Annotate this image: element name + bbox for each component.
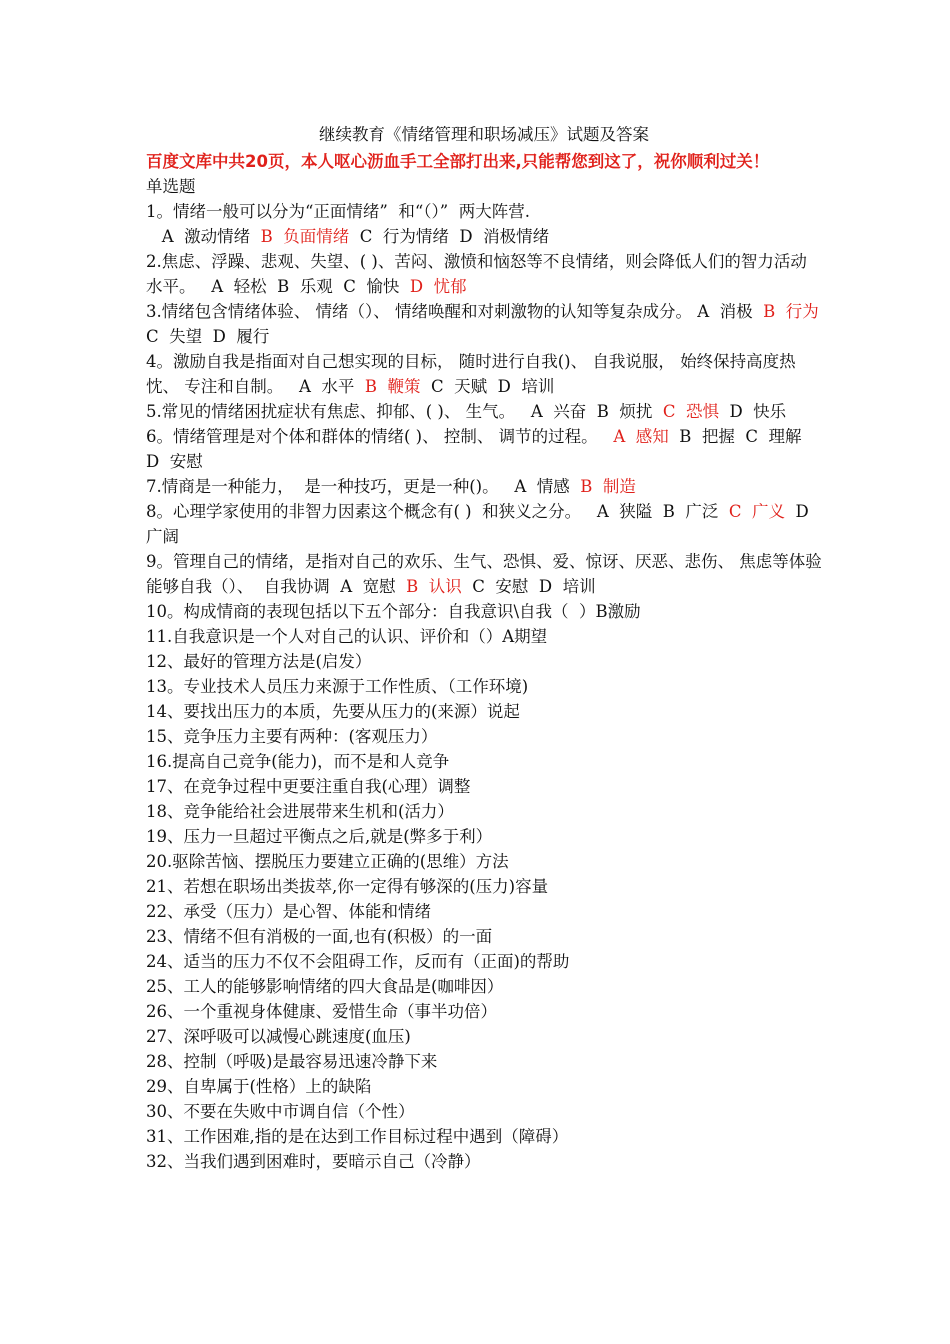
list-item: 22、承受（压力）是心智、体能和情绪 [146,902,431,921]
answer-text: C 广义 [728,502,785,521]
list-item: 26、一个重视身体健康、爱惜生命（事半功倍） [146,1002,497,1021]
question-2: 2.焦虑、浮躁、悲观、失望、( )、苦闷、激愤和恼怒等不良情绪，则会降低人们的智力活动水平。 A 轻松 B 乐观 C 愉快 D 忧郁 [146,252,807,296]
list-item: 24、适当的压力不仅不会阻碍工作，反而有（正面)的帮助 [146,952,570,971]
question-3: 3.情绪包含情绪体验、 情绪（）、 情绪唤醒和对刺激物的认知等复杂成分。 A 消极 B 行为 C 失望 D 履行 [146,302,830,346]
answer-text: D 忧郁 [409,277,467,296]
question-7: 7.情商是一种能力， 是一种技巧，更是一种()。 A 情感 B 制造 [146,477,636,496]
document-title: 继续教育《情绪管理和职场减压》试题及答案 [319,125,649,144]
answer-text: B 负面情绪 [260,227,350,246]
answer-text: B 制造 [580,477,636,496]
list-item: 15、竞争压力主要有两种：(客观压力） [146,727,438,746]
list-item: 21、若想在职场出类拔萃,你一定得有够深的(压力)容量 [146,877,549,896]
question-1: 1。情绪一般可以分为“正面情绪” 和“（）” 两大阵营. A 激动情绪 B 负面情绪 C 行为情绪 D 消极情绪 [146,202,550,246]
list-item: 23、情绪不但有消极的一面,也有(积极）的一面 [146,927,493,946]
list-item: 10。构成情商的表现包括以下五个部分：自我意识\自我（ ）B激励 [146,602,641,621]
question-9: 9。管理自己的情绪，是指对自己的欢乐、生气、恐惧、爱、惊讶、厌恶、悲伤、 焦虑等体验能够自我（）、 自我协调 A 宽慰 B 认识 C 安慰 D 培训 [146,552,822,596]
list-item: 12、最好的管理方法是(启发） [146,652,372,671]
list-item: 30、不要在失败中市调自信（个性） [146,1102,415,1121]
list-item: 25、工人的能够影响情绪的四大食品是(咖啡因） [146,977,504,996]
list-item: 31、工作困难,指的是在达到工作目标过程中遇到（障碍） [146,1127,569,1146]
answer-text: C 恐惧 [662,402,719,421]
question-5: 5.常见的情绪困扰症状有焦虑、抑郁、( )、 生气。 A 兴奋 B 烦扰 C 恐惧 D 快乐 [146,402,787,421]
list-item: 20.驱除苦恼、摆脱压力要建立正确的(思维）方法 [146,852,509,871]
document-page [146,122,830,1174]
list-item: 11.自我意识是一个人对自己的认识、评价和（）A期望 [146,627,548,646]
question-6: 6。情绪管理是对个体和群体的情绪( )、 控制、 调节的过程。 A 感知 B 把握 C 理解 D 安慰 [146,427,812,471]
list-item: 17、在竞争过程中更要注重自我(心理）调整 [146,777,471,796]
list-item: 29、自卑属于(性格）上的缺陷 [146,1077,372,1096]
question-4: 4。激励自我是指面对自己想实现的目标， 随时进行自我()、 自我说服， 始终保持高度热忱、 专注和自制。 A 水平 B 鞭策 C 天赋 D 培训 [146,352,796,396]
list-item: 28、控制（呼吸)是最容易迅速冷静下来 [146,1052,438,1071]
list-item: 32、当我们遇到困难时，要暗示自己（冷静） [146,1152,481,1171]
list-item: 16.提高自己竞争(能力)，而不是和人竞争 [146,752,450,771]
answer-text: B 认识 [406,577,462,596]
section-heading: 单选题 [146,177,196,196]
list-item: 13。专业技术人员压力来源于工作性质、（工作环境) [146,677,529,696]
list-item: 14、要找出压力的本质，先要从压力的(来源）说起 [146,702,520,721]
fill-in-list [146,599,822,1174]
answer-text: B 鞭策 [364,377,421,396]
notice-text: 百度文库中共20页，本人呕心沥血手工全部打出来,只能帮您到这了，祝你顺利过关！ [146,152,770,171]
answer-text: A 感知 [613,427,669,446]
list-item: 19、压力一旦超过平衡点之后,就是(弊多于利） [146,827,493,846]
answer-text: B 行为 [763,302,819,321]
list-item: 18、竞争能给社会进展带来生机和(活力） [146,802,454,821]
multiple-choice-list [146,199,830,599]
question-8: 8。心理学家使用的非智力因素这个概念有( ) 和狭义之分。 A 狭隘 B 广泛 C 广义 D 广阔 [146,502,820,546]
list-item: 27、深呼吸可以减慢心跳速度(血压) [146,1027,411,1046]
